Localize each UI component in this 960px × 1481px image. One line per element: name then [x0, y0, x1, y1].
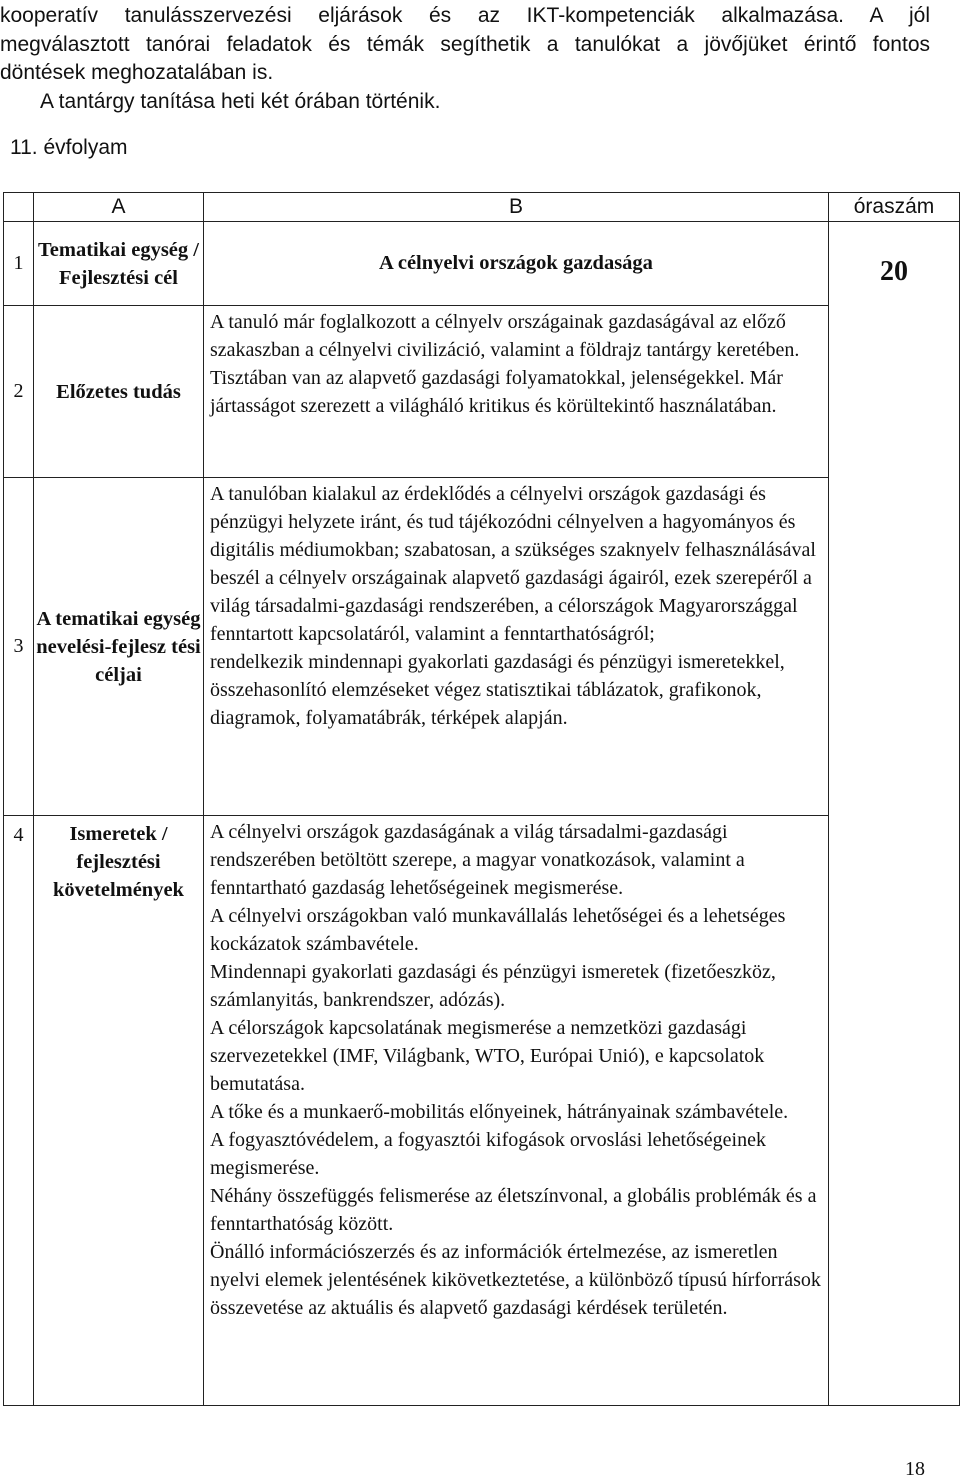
unit-title: A célnyelvi országok gazdasága: [204, 222, 829, 306]
table-row: [4, 478, 960, 816]
header-col-b: B: [204, 193, 829, 222]
page-number: 18: [905, 1458, 925, 1480]
requirement-item: A célországok kapcsolatának megismerése a nemzetközi gazdasági szervezetekkel (IMF, Világbank, WTO, Európai Unió), e kapcsolatok bemutatása.: [210, 1017, 765, 1095]
requirement-item: A célnyelvi országok gazdaságának a világ társadalmi-gazdasági rendszerében betöltött szerepe, a magyar vonatkozások, valamint a fenntartható gazdaság lehetőségeinek megismerése.: [210, 821, 745, 899]
row-number: 3: [4, 478, 34, 816]
header-col-a: A: [34, 193, 204, 222]
goals-paragraph: összehasonlító elemzéseket végez statisztikai táblázatok, grafikonok, diagramok, folyamatábrák, térképek alapján.: [210, 679, 762, 729]
header-col-hours: óraszám: [829, 193, 960, 222]
requirement-item: A célnyelvi országokban való munkavállalás lehetőségei és a lehetséges kockázatok számbavétele.: [210, 905, 786, 955]
row-number: 1: [4, 222, 34, 306]
row-label: A tematikai egység nevelési-fejlesz tési céljai: [34, 478, 204, 816]
row-label: Ismeretek / fejlesztési követelmények: [34, 816, 204, 1406]
table-row: [4, 306, 960, 478]
requirement-item: A tőke és a munkaerő-mobilitás előnyeinek, hátrányainak számbavétele.: [210, 1101, 789, 1123]
row-label: Előzetes tudás: [34, 306, 204, 478]
header-empty-cell: [4, 193, 34, 222]
intro-line: kooperatív tanulásszervezési eljárások és az IKT-kompetenciák alkalmazása. A jól: [0, 4, 930, 27]
intro-line: A tantárgy tanítása heti két órában történik.: [40, 89, 441, 113]
curriculum-table: [3, 192, 960, 1406]
row-number: 4: [4, 816, 34, 1406]
requirement-item: A fogyasztóvédelem, a fogyasztói kifogások orvoslási lehetőségeinek megismerése.: [210, 1129, 766, 1179]
requirement-item: Néhány összefüggés felismerése az életszínvonal, a globális problémák és a fenntarthatóság között.: [210, 1185, 817, 1235]
intro-paragraph: [0, 2, 930, 116]
requirements-cell: [204, 816, 829, 1406]
goals-paragraph: A tanulóban kialakul az érdeklődés a célnyelvi országok gazdasági és pénzügyi helyzete iránt, és tud tájékozódni célnyelven a hagyományos és digitális médiumokban; szabatosan, a szükséges szaknyelv felhasználásával beszél a célnyelv országainak alapvető gazdasági ágairól, ezek szerepéről a világ társadalmi-gazdasági rendszerében, a célországok Magyarországgal fenntartott kapcsolatáról, valamint a fenntarthatóságról;: [210, 483, 816, 645]
prior-knowledge-text: A tanuló már foglalkozott a célnyelv országainak gazdaságával az előző szakaszban a célnyelvi civilizáció, valamint a földrajz tantárgy keretében. Tisztában van az alapvető gazdasági folyamatokkal, jelenségekkel. Már jártasságot szerezett a világháló kritikus és körültekintő használatában.: [204, 306, 829, 478]
intro-line: döntések meghozatalában is.: [0, 61, 274, 84]
requirement-item: Önálló információszerzés és az információk értelmezése, az ismeretlen nyelvi elemek jelentésének kikövetkeztetése, a különböző típusú hírforrások összevetése az aktuális és alapvető gazdasági kérdések területén.: [210, 1241, 821, 1319]
table-row: [4, 816, 960, 1406]
goals-paragraph: rendelkezik mindennapi gyakorlati gazdasági és pénzügyi ismeretekkel,: [210, 651, 785, 673]
row-number: 2: [4, 306, 34, 478]
table-header-row: [4, 193, 960, 222]
table-row: [4, 222, 960, 306]
hours-value: 20: [829, 222, 960, 1406]
intro-line: megválasztott tanórai feladatok és témák segíthetik a tanulókat a jövőjüket érintő fontos: [0, 32, 930, 56]
grade-heading: 11. évfolyam: [10, 136, 128, 159]
requirement-item: Mindennapi gyakorlati gazdasági és pénzügyi ismeretek (fizetőeszköz, számlanyitás, bankrendszer, adózás).: [210, 961, 776, 1011]
goals-cell: [204, 478, 829, 816]
row-label: Tematikai egység / Fejlesztési cél: [34, 222, 204, 306]
